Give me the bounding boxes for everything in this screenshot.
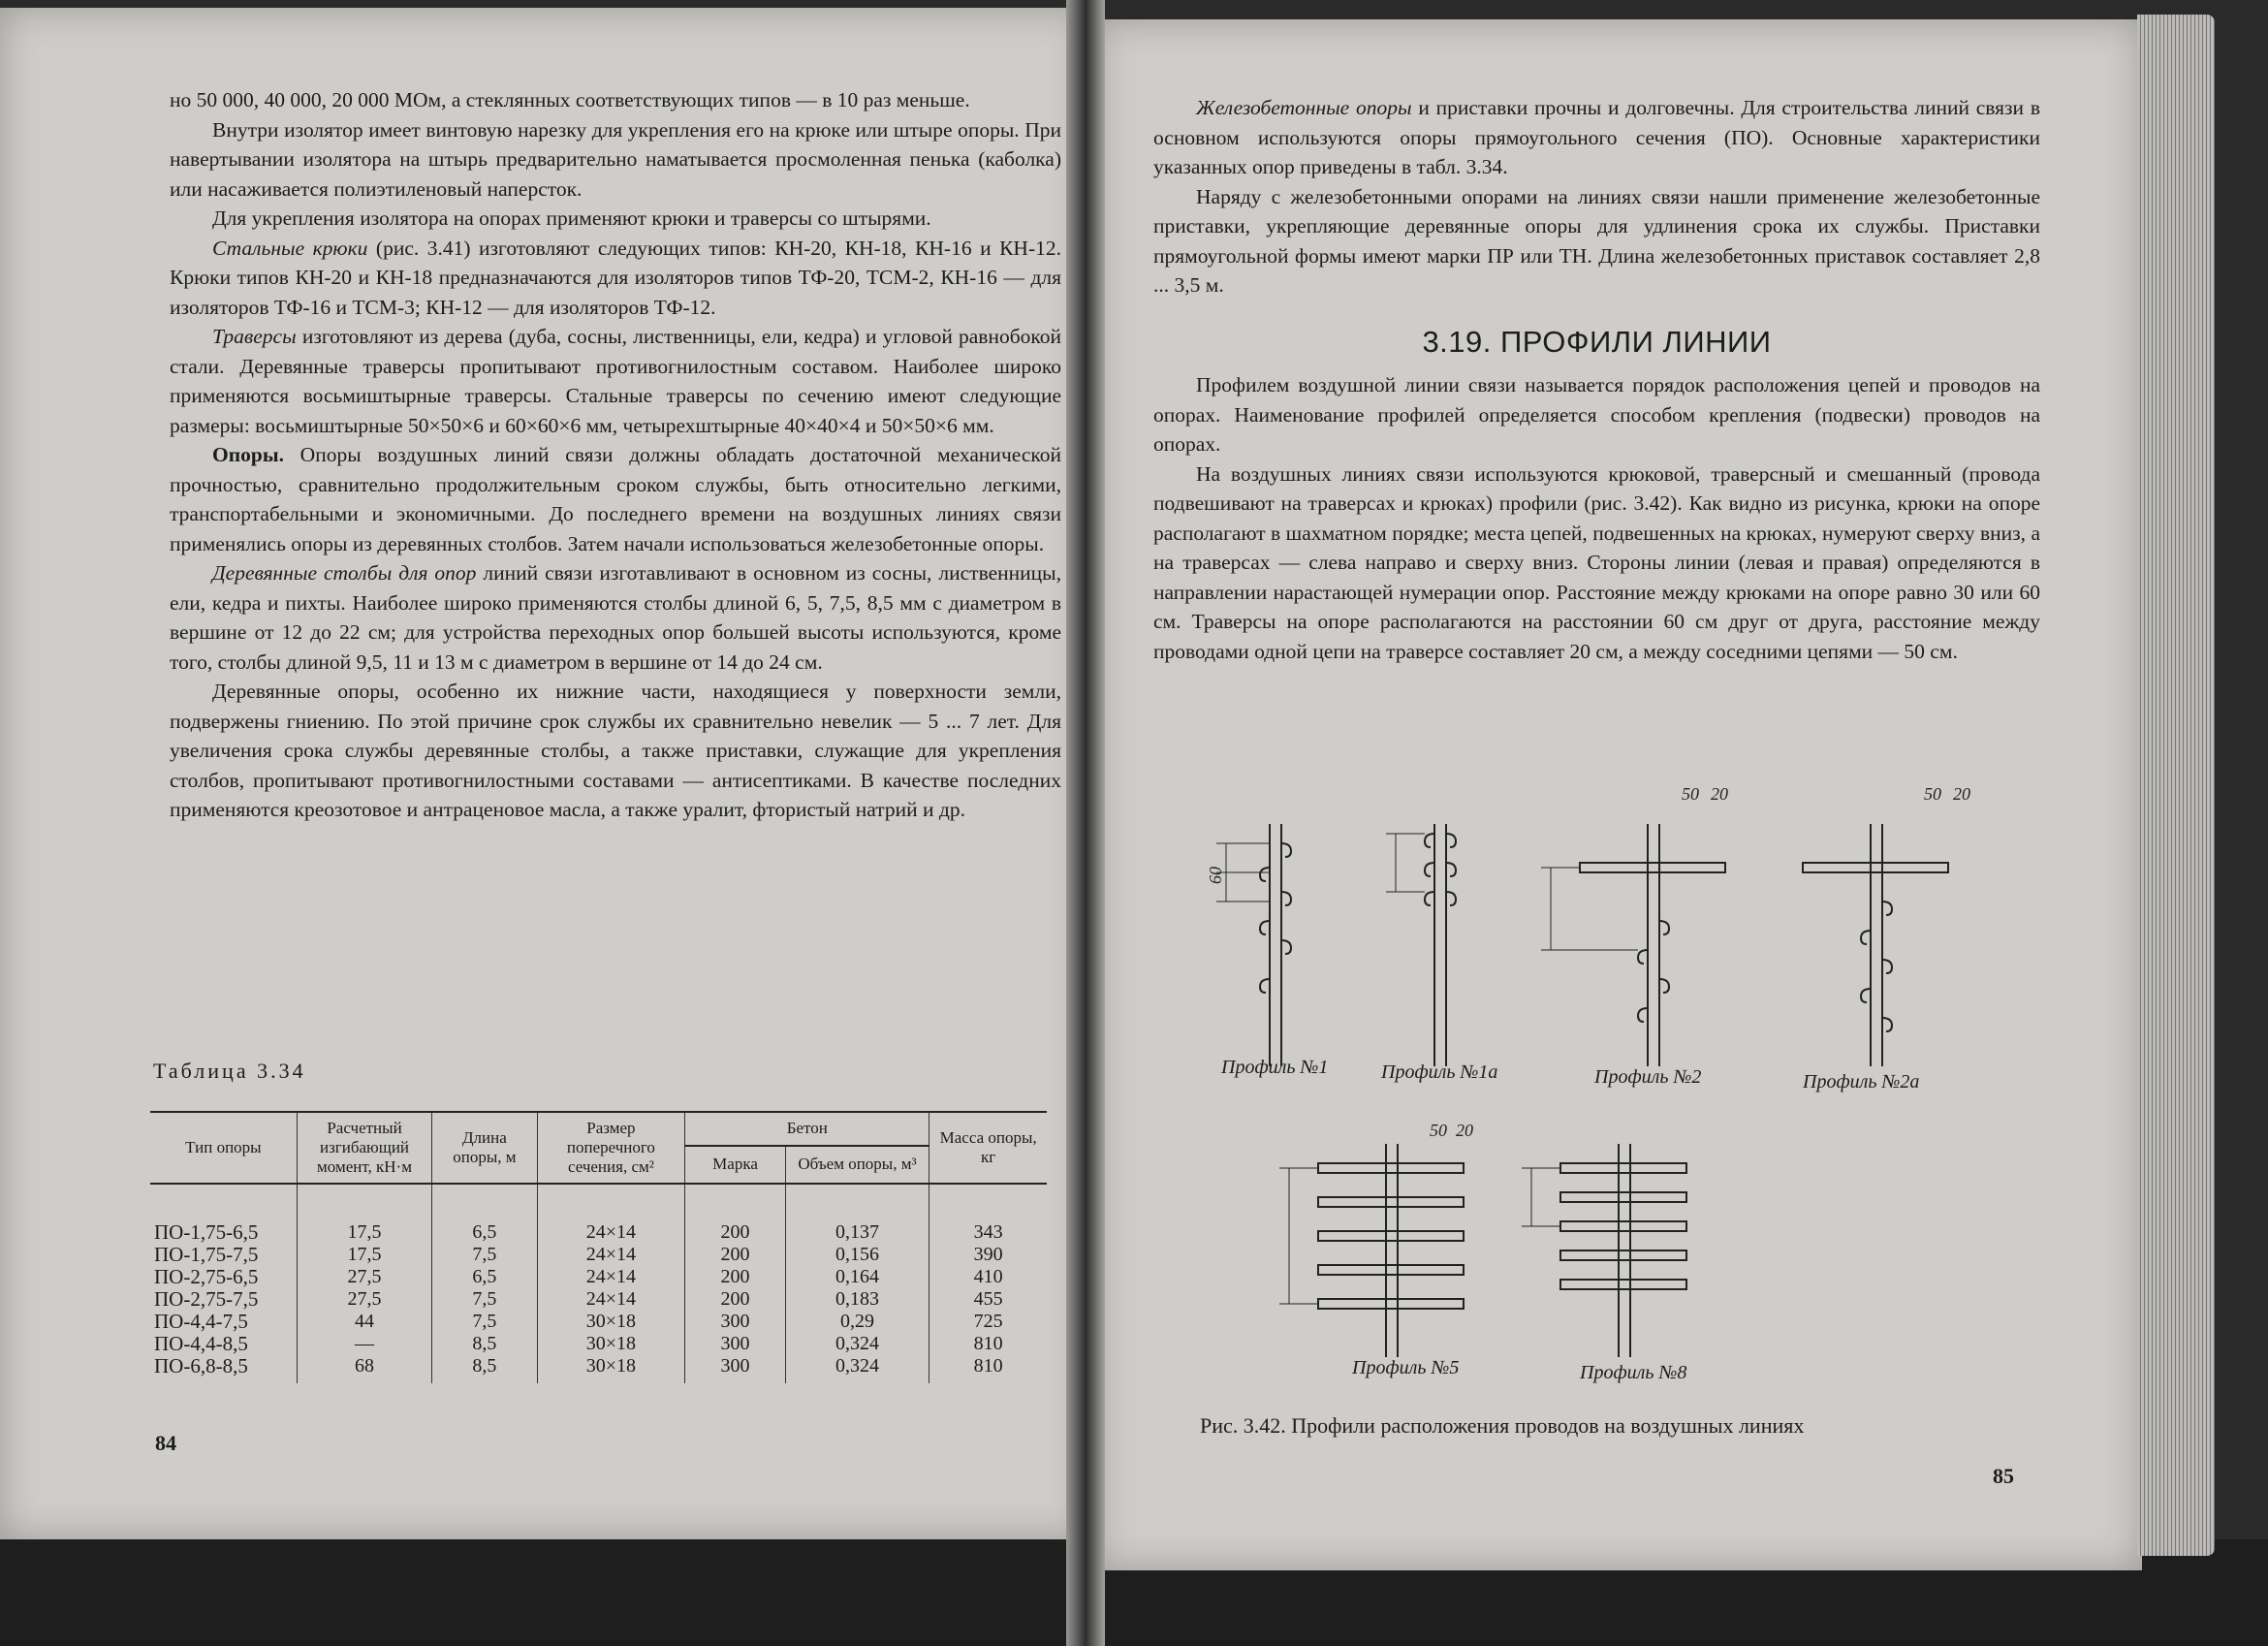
profile-2a-drawing [1803, 784, 1970, 1066]
page-number: 84 [155, 1431, 176, 1455]
table-cell: 8,5 [432, 1333, 537, 1355]
table-cell: 27,5 [297, 1288, 431, 1311]
table-cell: 300 [685, 1333, 785, 1355]
table-cell: 0,183 [785, 1288, 929, 1311]
table-cell: 24×14 [537, 1266, 685, 1288]
table-cell: 30×18 [537, 1355, 685, 1383]
table-cell: 24×14 [537, 1184, 685, 1244]
svg-text:20: 20 [1953, 784, 1970, 804]
table-cell: 17,5 [297, 1244, 431, 1266]
section-heading: 3.19. ПРОФИЛИ ЛИНИИ [1422, 324, 1772, 359]
svg-text:60: 60 [1206, 867, 1225, 884]
table-cell: 0,156 [785, 1244, 929, 1266]
table-cell: 68 [297, 1355, 431, 1383]
table-cell: ПО-2,75-6,5 [154, 1265, 259, 1288]
svg-text:50: 50 [1430, 1121, 1447, 1140]
paragraph: Стальные крюки (рис. 3.41) изготовляют следующих типов: КН-20, КН-18, КН-16 и КН-12. Крюки типов КН-20 и КН-18 предназначаются для изоляторов типов ТФ-20, ТСМ-2, КН-16 — для изоляторов ТФ-16 и ТСМ-3; КН-12 — для изоляторов ТФ-12. [170, 236, 1061, 319]
column-header: Тип опоры [150, 1112, 297, 1184]
table-row [150, 1266, 1047, 1288]
paragraph: Для укрепления изолятора на опорах применяют крюки и траверсы со штырями. [212, 206, 931, 230]
paragraph: Деревянные опоры, особенно их нижние части, находящиеся у поверхности земли, подвержены гниению. По этой причине срок службы их сравнительно невелик — 5 ... 7 лет. Для увеличения срока службы деревянные столбы, а также приставки, служащие для укрепления столбов, пропитывают противогнилостными составами — антисептиками. В качестве последних применяются креозотовое и антраценовое масла, а также уралит, фтористый натрий и др. [170, 680, 1061, 821]
profile-8-label: Профиль №8 [1580, 1362, 1687, 1383]
table-cell: 0,137 [785, 1184, 929, 1244]
table-cell: 24×14 [537, 1288, 685, 1311]
paragraph: Траверсы изготовляют из дерева (дуба, сосны, лиственницы, ели, кедра) и угловой равнобокой стали. Деревянные траверсы пропитывают противогнилостным составом. Наиболее широко применяются восьмиштырные траверсы. Стальные траверсы по сечению имеют следующие размеры: восьмиштырные 50×50×6 и 60×60×6 мм, четырехштырные 40×40×4 и 50×50×6 мм. [170, 325, 1061, 437]
paragraph: Профилем воздушной линии связи называется порядок расположения цепей и проводов на опорах. Наименование профилей определяется способом крепления (подвески) проводов на опорах. [1153, 373, 2040, 456]
table-cell: 0,29 [785, 1311, 929, 1333]
right-page-text [1153, 93, 2040, 666]
page-number: 85 [1993, 1464, 2014, 1488]
table-cell: 7,5 [432, 1244, 537, 1266]
column-header: Расчетный изгибающий момент, кН·м [297, 1112, 431, 1184]
table-cell: 6,5 [432, 1266, 537, 1288]
table-cell: ПО-4,4-8,5 [154, 1332, 248, 1355]
profile-2-label: Профиль №2 [1594, 1066, 1702, 1088]
table-cell: 7,5 [432, 1288, 537, 1311]
column-header: Бетон [685, 1112, 929, 1146]
table-cell: 17,5 [297, 1184, 431, 1244]
table-row [150, 1333, 1047, 1355]
table-cell: — [297, 1333, 431, 1355]
profile-1a-drawing [1386, 824, 1456, 1066]
profile-2-drawing [1541, 784, 1728, 1066]
table-row [150, 1184, 1047, 1244]
profile-1-drawing [1206, 824, 1291, 1066]
profile-1-label: Профиль №1 [1221, 1057, 1329, 1078]
table-cell: ПО-2,75-7,5 [154, 1287, 259, 1311]
svg-text:50: 50 [1924, 784, 1941, 804]
table-cell: ПО-1,75-6,5 [154, 1220, 259, 1244]
table-cell: 200 [685, 1184, 785, 1244]
paragraph: Наряду с железобетонными опорами на линиях связи нашли применение железобетонные приставки, укрепляющие деревянные опоры для удлинения срока их службы. Приставки прямоугольной формы имеют марки ПР или ТН. Длина железобетонных приставок составляет 2,8 ... 3,5 м. [1153, 184, 2040, 297]
page-edges [2137, 15, 2215, 1556]
profile-5-drawing [1279, 1121, 1473, 1357]
profile-8-drawing [1522, 1144, 1686, 1357]
paragraph: Внутри изолятор имеет винтовую нарезку для укрепления его на крюке или штыре опоры. При навертывании изолятора на штырь предварительно наматывается просмоленная пенька (каболка) или насаживается полиэтиленовый наперсток. [170, 117, 1061, 201]
svg-text:20: 20 [1456, 1121, 1473, 1140]
table-cell: 27,5 [297, 1266, 431, 1288]
svg-text:50: 50 [1682, 784, 1699, 804]
table-cell: 44 [297, 1311, 431, 1333]
table-cell: 0,324 [785, 1355, 929, 1383]
table-cell: 0,164 [785, 1266, 929, 1288]
table-row [150, 1355, 1047, 1383]
table-cell: 200 [685, 1244, 785, 1266]
svg-text:20: 20 [1711, 784, 1728, 804]
table-cell: 0,324 [785, 1333, 929, 1355]
column-header: Марка [685, 1146, 785, 1184]
table-cell: 343 [929, 1184, 1047, 1244]
paragraph: Деревянные столбы для опор линий связи изготавливают в основном из сосны, лиственницы, ели, кедра и пихты. Наиболее широко применяются столбы длиной 6, 5, 7,5, 8,5 мм с диаметром в вершине от 12 до 22 см; для устройства переходных опор большей высоты используются, кроме того, столбы длиной 9,5, 11 и 13 м с диаметром в вершине от 14 до 24 см. [170, 561, 1061, 674]
table-cell: 24×14 [537, 1244, 685, 1266]
table-cell: 410 [929, 1266, 1047, 1288]
book-gutter [1066, 0, 1105, 1646]
table-cell: 300 [685, 1355, 785, 1383]
paragraph: На воздушных линиях связи используются крюковой, траверсный и смешанный (провода подвешивают на траверсах и крюках) профили (рис. 3.42). Как видно из рисунка, крюки на опоре располагают в шахматном порядке; места цепей, подвешенных на крюках, нумеруют сверху вниз, а на траверсах — слева направо и сверху вниз. Стороны линии (левая и правая) определяются в направлении нарастающей нумерации опор. Расстояние между крюками на опоре равно 30 или 60 см. Траверсы на опоре располагаются на расстоянии 60 см друг от друга, расстояние между проводами одной цепи на траверсе составляет 20 см, а между соседними цепями — 50 см. [1153, 461, 2040, 663]
figure-caption: Рис. 3.42. Профили расположения проводов на воздушных линиях [1200, 1413, 1805, 1438]
table-cell: 200 [685, 1288, 785, 1311]
column-header: Масса опоры, кг [929, 1112, 1047, 1184]
table-cell: 300 [685, 1311, 785, 1333]
table-cell: 6,5 [432, 1184, 537, 1244]
table-cell: 810 [929, 1355, 1047, 1383]
table-cell: 725 [929, 1311, 1047, 1333]
table-cell: 30×18 [537, 1311, 685, 1333]
table-cell: ПО-6,8-8,5 [154, 1354, 248, 1377]
profile-2a-label: Профиль №2а [1803, 1071, 1920, 1092]
column-header: Размер поперечного сечения, см² [537, 1112, 685, 1184]
paragraph: Опоры. Опоры воздушных линий связи должны обладать достаточной механической прочностью, сравнительно продолжительным сроком службы, быть относительно легкими, транспортабельными и экономичными. До последнего времени на воздушных линиях связи применялись опоры из деревянных столбов. Затем начали использоваться железобетонные опоры. [170, 443, 1061, 555]
left-page-text [170, 85, 1061, 825]
table-caption: Таблица 3.34 [153, 1059, 306, 1083]
paragraph: но 50 000, 40 000, 20 000 МОм, а стеклянных соответствующих типов — в 10 раз меньше. [170, 88, 970, 111]
table-cell: ПО-4,4-7,5 [154, 1310, 248, 1333]
table-cell: 30×18 [537, 1333, 685, 1355]
supports-table [150, 1111, 1047, 1383]
table-cell: 200 [685, 1266, 785, 1288]
paragraph: Железобетонные опоры и приставки прочны и долговечны. Для строительства линий связи в основном используются опоры прямоугольного сечения (ПО). Основные характеристики указанных опор приведены в табл. 3.34. [1153, 96, 2040, 178]
profile-1a-label: Профиль №1а [1381, 1061, 1498, 1083]
wiring-profiles-figure [1192, 776, 2045, 1396]
profile-5-label: Профиль №5 [1352, 1357, 1460, 1378]
column-header: Длина опоры, м [432, 1112, 537, 1184]
table-cell: 455 [929, 1288, 1047, 1311]
table-cell: 7,5 [432, 1311, 537, 1333]
table-row [150, 1288, 1047, 1311]
table-cell: 810 [929, 1333, 1047, 1355]
table-row [150, 1244, 1047, 1266]
table-cell: ПО-1,75-7,5 [154, 1243, 259, 1266]
table-row [150, 1311, 1047, 1333]
table-cell: 390 [929, 1244, 1047, 1266]
column-header: Объем опоры, м³ [785, 1146, 929, 1184]
table-cell: 8,5 [432, 1355, 537, 1383]
